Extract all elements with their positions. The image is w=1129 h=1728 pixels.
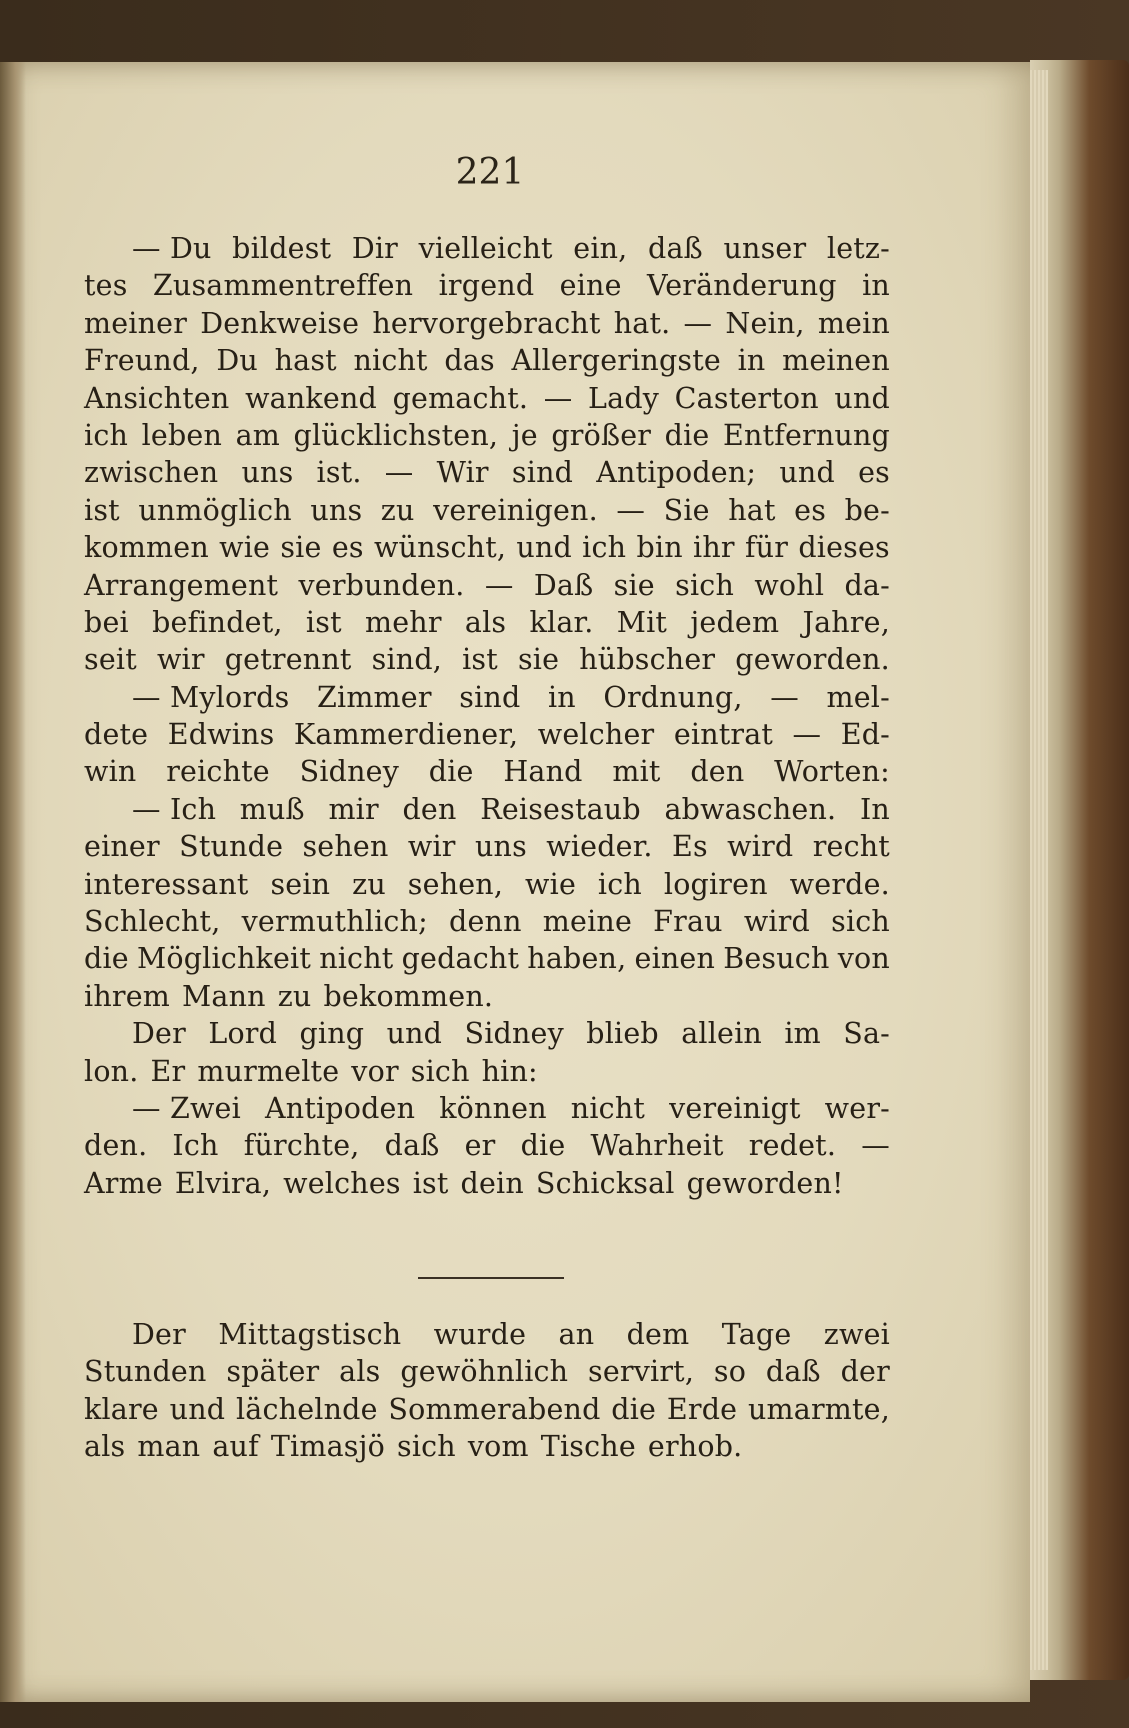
word: Tage [721, 1318, 792, 1351]
word: sich [397, 1430, 456, 1464]
word: zwei [823, 1318, 890, 1351]
word: sich [675, 568, 735, 602]
word: — [770, 680, 799, 714]
word: seit [84, 643, 137, 677]
word: den. [84, 1129, 148, 1163]
word: Wir [436, 456, 489, 490]
word: wieder. [546, 830, 653, 864]
word: recht [812, 830, 890, 864]
word: bin [636, 531, 683, 565]
text-line [84, 716, 890, 753]
word: ist [305, 605, 342, 639]
word: bekommen. [323, 979, 494, 1013]
word: ihr [693, 531, 735, 565]
word: mein [817, 306, 890, 340]
word: — [683, 306, 713, 340]
word: zu [277, 979, 312, 1013]
word: Lady [588, 381, 660, 415]
text-line [84, 417, 890, 454]
word: sein [270, 867, 331, 901]
word: ist [462, 643, 498, 677]
word: sehen, [407, 867, 504, 901]
word: dete [84, 718, 149, 752]
word: Stunde [179, 830, 284, 864]
word: ich [582, 531, 627, 565]
word: kommen [84, 531, 209, 565]
text-line [84, 529, 890, 566]
word: eintrat [673, 718, 774, 752]
word: Stunden [84, 1355, 207, 1389]
word: die [84, 942, 129, 976]
section-divider [418, 1277, 564, 1279]
word: In [859, 792, 890, 826]
word: eine [559, 269, 622, 303]
word: fürchte, [243, 1129, 360, 1163]
word: Reisestaub [480, 792, 641, 826]
word: wer- [824, 1091, 890, 1125]
word: in [547, 680, 576, 714]
text-line [84, 753, 890, 790]
word: Sie [663, 493, 710, 527]
word: es [794, 493, 827, 527]
word: können [439, 1091, 547, 1125]
text-line [84, 267, 890, 304]
word: murmelte [197, 1054, 340, 1088]
word: sind [459, 680, 521, 714]
word: unmöglich [138, 493, 292, 527]
word: mit [612, 755, 661, 789]
word: — Zwei [132, 1091, 241, 1125]
word: Ed- [840, 718, 890, 752]
word: Arme [84, 1166, 163, 1200]
word: Ordnung, [603, 680, 743, 714]
word: Mittagstisch [218, 1318, 402, 1351]
text-line [84, 1127, 890, 1164]
word: nicht [353, 344, 428, 378]
word: umarmte, [748, 1392, 890, 1426]
word: geworden. [735, 643, 890, 677]
word: je [511, 418, 538, 452]
text-block-main [84, 230, 890, 1202]
word: daß [765, 1355, 821, 1389]
word: wie [219, 531, 271, 565]
word: daß [384, 1129, 440, 1163]
text-line [84, 1316, 890, 1353]
word: dem [626, 1318, 690, 1351]
word: auf [212, 1430, 259, 1464]
word: muß [239, 792, 305, 826]
word: wankend [245, 381, 377, 415]
word: Antipoden; [596, 456, 757, 490]
text-line [84, 380, 890, 417]
word: irgend [438, 269, 535, 303]
word: wie [525, 867, 577, 901]
word: Schicksal [535, 1166, 675, 1200]
word: sie [613, 568, 655, 602]
word: meine [542, 905, 633, 939]
word: Denkweise [200, 306, 360, 340]
word: — [792, 718, 822, 752]
word: Mann [182, 979, 266, 1013]
word: glücklichsten, [293, 418, 499, 452]
word: den [402, 792, 457, 826]
word: und [169, 1392, 226, 1426]
word: welches [283, 1166, 401, 1200]
word: befindet, [152, 605, 283, 639]
word: bei [84, 605, 129, 639]
word: es [858, 456, 890, 490]
text-line [84, 1165, 890, 1202]
word: meinen [782, 344, 890, 378]
word: gedacht [401, 942, 520, 976]
word: Arrangement [84, 568, 279, 602]
page-number: 221 [455, 152, 525, 193]
word: ging [299, 1017, 365, 1051]
word: der [840, 1355, 890, 1389]
text-line [84, 1391, 890, 1428]
text-line [84, 828, 890, 865]
word: wohl [754, 568, 825, 602]
word: größer [551, 418, 652, 452]
word: interessant [84, 867, 249, 901]
word: hast [274, 344, 337, 378]
word: unser [723, 232, 807, 265]
word: vor [351, 1054, 399, 1088]
word: letz- [826, 232, 890, 265]
word: ich [84, 418, 129, 452]
word: haben, [527, 942, 627, 976]
spine-shadow [0, 62, 26, 1702]
word: im [784, 1017, 821, 1051]
word: — [616, 493, 646, 527]
word: Entfernung [723, 418, 890, 452]
word: Elvira, [174, 1166, 272, 1200]
text-line [84, 1053, 890, 1090]
word: mir [328, 792, 379, 826]
word: win [84, 755, 137, 789]
word: mel- [826, 680, 890, 714]
text-line [84, 679, 890, 716]
word: lächelnde [235, 1392, 378, 1426]
word: vereinigt [669, 1091, 801, 1125]
word: hat. [613, 306, 671, 340]
text-line [84, 791, 890, 828]
word: zu [352, 867, 386, 901]
word: sind [511, 456, 574, 490]
word: daß [648, 232, 703, 265]
word: Ich [172, 1129, 219, 1163]
word: — [484, 568, 514, 602]
word: Antipoden [264, 1091, 416, 1125]
word: verbunden. [298, 568, 465, 602]
word: sie [517, 643, 560, 677]
word: Zusammentreffen [152, 269, 414, 303]
text-line [84, 454, 890, 491]
word: wird [743, 905, 810, 939]
word: abwaschen. [664, 792, 837, 826]
word: reichte [166, 755, 270, 789]
text-line [84, 567, 890, 604]
word: sie [280, 531, 322, 565]
word: und [516, 531, 572, 565]
word: für [744, 531, 789, 565]
word: werde. [789, 867, 890, 901]
word: wünscht, [373, 531, 507, 565]
word: sind, [371, 643, 443, 677]
word: getrennt [224, 643, 352, 677]
word: tes [84, 269, 128, 303]
word: Timasjö [270, 1430, 385, 1464]
word: Lord [208, 1017, 278, 1051]
word: uns [474, 830, 527, 864]
word: nicht [570, 1091, 646, 1125]
word: später [226, 1355, 320, 1389]
word: ich [597, 867, 642, 901]
word: hervorgebracht [372, 306, 601, 340]
word: Der [132, 1318, 186, 1351]
word: wir [407, 830, 456, 864]
word: Ansichten [84, 381, 230, 415]
word: sehen [302, 830, 389, 864]
word: Zimmer [317, 680, 432, 714]
word: wurde [433, 1318, 527, 1351]
word: zu [380, 493, 415, 527]
word: Mit [616, 605, 668, 639]
word: Daß [533, 568, 594, 602]
word: gewöhnlich [400, 1355, 569, 1389]
word: Tische [540, 1430, 636, 1464]
text-line [84, 1428, 890, 1465]
word: erhob. [647, 1430, 743, 1464]
word: bildest [232, 232, 332, 265]
word: die [428, 755, 474, 789]
text-line [84, 492, 890, 529]
word: Edwins [167, 718, 275, 752]
word: Es [672, 830, 708, 864]
text-line [84, 641, 890, 678]
word: Hand [503, 755, 583, 789]
word: dieses [798, 531, 890, 565]
word: einer [84, 830, 160, 864]
text-line [84, 940, 890, 977]
word: Veränderung [647, 269, 837, 303]
word: denn [449, 905, 522, 939]
word: vereinigen. [433, 493, 598, 527]
word: lon. [84, 1054, 139, 1088]
text-line [84, 230, 890, 267]
word: er [464, 1129, 496, 1163]
word: ein, [573, 232, 628, 265]
word: von [837, 942, 890, 976]
text-line [84, 1090, 890, 1127]
word: in [737, 344, 766, 378]
word: an [558, 1318, 595, 1351]
word: als [84, 1430, 126, 1464]
word: Casterton [674, 381, 819, 415]
word: die [664, 418, 710, 452]
word: Sa- [843, 1017, 890, 1051]
text-line [84, 1015, 890, 1052]
text-line [84, 978, 890, 1015]
word: Du [216, 344, 258, 378]
word: welcher [537, 718, 655, 752]
word: Worten: [774, 755, 890, 789]
word: Besuch [723, 942, 830, 976]
word: hat [728, 493, 776, 527]
text-line [84, 1353, 890, 1390]
word: meiner [84, 306, 188, 340]
word: klare [84, 1392, 159, 1426]
text-line [84, 342, 890, 379]
word: redet. [748, 1129, 837, 1163]
word: sich [410, 1054, 470, 1088]
word: Freund, [84, 344, 200, 378]
word: Möglichkeit [136, 942, 312, 976]
word: Er [150, 1054, 186, 1088]
word: die [611, 1392, 657, 1426]
word: am [235, 418, 280, 452]
word: — Ich [132, 792, 217, 826]
word: Wahrheit [590, 1129, 724, 1163]
word: — Mylords [132, 680, 290, 714]
word: als [339, 1355, 381, 1389]
word: Der [132, 1017, 186, 1051]
word: einen [634, 942, 716, 976]
word: das [444, 344, 495, 378]
word: mehr [364, 605, 442, 639]
word: ihrem [84, 979, 170, 1013]
word: ist [84, 493, 120, 527]
word: vielleicht [418, 232, 553, 265]
word: Nein, [725, 306, 805, 340]
word: — [861, 1129, 890, 1163]
word: Dir [351, 232, 399, 265]
word: wir [156, 643, 205, 677]
word: es [331, 531, 364, 565]
word: leben [141, 418, 223, 452]
text-line [84, 866, 890, 903]
word: man [137, 1430, 201, 1464]
word: in [862, 269, 890, 303]
text-line [84, 305, 890, 342]
word: — Du [132, 232, 212, 265]
word: dein [460, 1166, 524, 1200]
word: gemacht. [392, 381, 529, 415]
word: ist. [316, 456, 362, 490]
word: logiren [663, 867, 768, 901]
word: servirt, [588, 1355, 695, 1389]
word: zwischen [84, 456, 219, 490]
word: den [690, 755, 745, 789]
word: Frau [653, 905, 723, 939]
word: und [834, 381, 890, 415]
word: ist [412, 1166, 449, 1200]
word: hin: [481, 1054, 538, 1088]
word: — [543, 381, 573, 415]
text-line [84, 903, 890, 940]
word: und [386, 1017, 443, 1051]
word: so [713, 1355, 747, 1389]
word: jedem [690, 605, 780, 639]
word: Sidney [464, 1017, 564, 1051]
word: be- [844, 493, 890, 527]
word: Jahre, [802, 605, 890, 639]
word: Allergeringste [511, 344, 721, 378]
word: Sommerabend [388, 1392, 601, 1426]
word: Kammerdiener, [293, 718, 519, 752]
word: — [384, 456, 414, 490]
word: da- [844, 568, 890, 602]
word: allein [681, 1017, 762, 1051]
text-line [84, 604, 890, 641]
word: Schlecht, [84, 905, 221, 939]
word: geworden! [686, 1166, 844, 1200]
word: hübscher [579, 643, 716, 677]
text-block-second [84, 1316, 890, 1466]
word: blieb [586, 1017, 659, 1051]
word: uns [310, 493, 363, 527]
word: klar. [529, 605, 594, 639]
word: als [464, 605, 507, 639]
word: Sidney [299, 755, 400, 789]
word: Erde [666, 1392, 738, 1426]
word: die [520, 1129, 566, 1163]
word: nicht [319, 942, 394, 976]
word: vermuthlich; [241, 905, 428, 939]
word: vom [467, 1430, 529, 1464]
word: uns [241, 456, 294, 490]
word: wird [727, 830, 794, 864]
word: sich [831, 905, 890, 939]
word: und [779, 456, 835, 490]
